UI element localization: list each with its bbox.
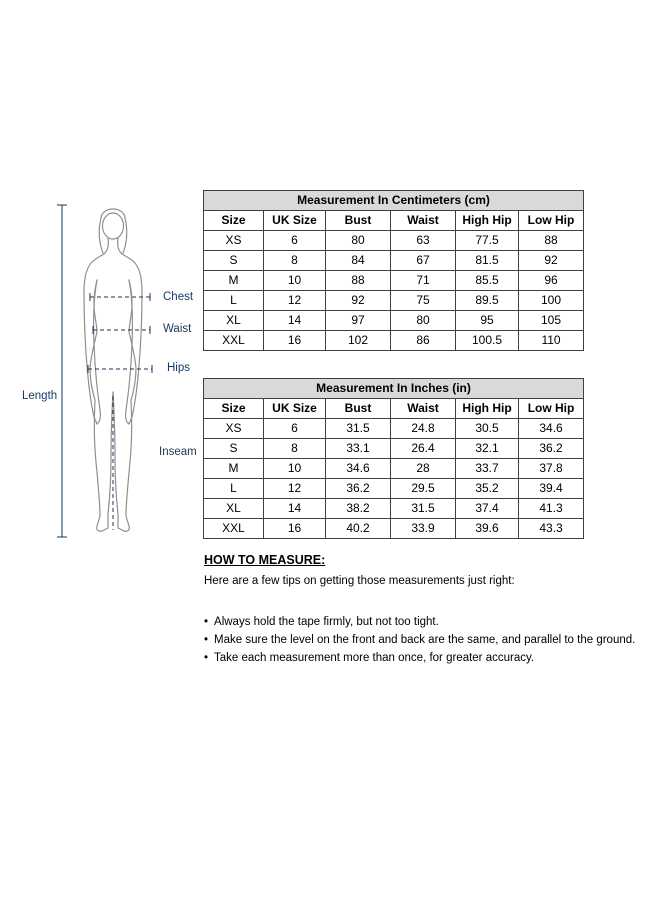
table-cell: 34.6 xyxy=(326,459,391,479)
table-cell: 14 xyxy=(264,311,326,331)
table-row xyxy=(204,291,584,311)
table-row xyxy=(204,439,584,459)
table-cell: XXL xyxy=(204,519,264,539)
table-cell: 28 xyxy=(391,459,456,479)
table-cell: 16 xyxy=(264,331,326,351)
how-to-measure-intro: Here are a few tips on getting those measurements just right: xyxy=(204,575,515,587)
table-cell: 6 xyxy=(264,419,326,439)
table-cell: 38.2 xyxy=(326,499,391,519)
tips-list xyxy=(204,613,659,667)
table-cell: 95 xyxy=(456,311,519,331)
table-row xyxy=(204,499,584,519)
table-cell: 80 xyxy=(391,311,456,331)
table-cell: 8 xyxy=(264,251,326,271)
hair-top xyxy=(101,209,125,218)
neck-right xyxy=(118,238,122,254)
table-cell: S xyxy=(204,251,264,271)
leg-right xyxy=(113,392,132,531)
table-cell: 37.4 xyxy=(456,499,519,519)
table-cell: 105 xyxy=(519,311,584,331)
cm-table-header-row xyxy=(204,211,584,231)
table-cell: XL xyxy=(204,499,264,519)
shoulder-left xyxy=(92,254,104,262)
chest-label: Chest xyxy=(163,291,194,303)
table-cell: XL xyxy=(204,311,264,331)
table-cell: 92 xyxy=(519,251,584,271)
face xyxy=(103,213,124,239)
table-row xyxy=(204,331,584,351)
table-cell: 41.3 xyxy=(519,499,584,519)
arm-left-inner xyxy=(94,280,101,424)
table-cell: 26.4 xyxy=(391,439,456,459)
table-cell: 12 xyxy=(264,291,326,311)
table-cell: 85.5 xyxy=(456,271,519,291)
waist-label: Waist xyxy=(163,323,192,335)
table-cell: 37.8 xyxy=(519,459,584,479)
table-cell: 100.5 xyxy=(456,331,519,351)
column-header: Size xyxy=(204,211,264,231)
table-cell: M xyxy=(204,459,264,479)
table-cell: 33.7 xyxy=(456,459,519,479)
table-cell: L xyxy=(204,479,264,499)
table-cell: 16 xyxy=(264,519,326,539)
table-cell: 33.9 xyxy=(391,519,456,539)
table-cell: 34.6 xyxy=(519,419,584,439)
table-row xyxy=(204,479,584,499)
table-cell: 35.2 xyxy=(456,479,519,499)
cm-table-title: Measurement In Centimeters (cm) xyxy=(204,191,584,211)
leg-left xyxy=(94,392,113,531)
table-cell: 96 xyxy=(519,271,584,291)
table-cell: 71 xyxy=(391,271,456,291)
table-row xyxy=(204,311,584,331)
body-outline xyxy=(84,209,142,531)
inches-table xyxy=(203,378,584,539)
table-cell: XS xyxy=(204,231,264,251)
table-cell: 43.3 xyxy=(519,519,584,539)
hips-label: Hips xyxy=(167,362,191,374)
inches-table-title: Measurement In Inches (in) xyxy=(204,379,584,399)
table-row xyxy=(204,459,584,479)
table-row xyxy=(204,419,584,439)
inches-table-body xyxy=(204,419,584,539)
table-cell: 80 xyxy=(326,231,391,251)
how-to-measure-heading: HOW TO MEASURE: xyxy=(204,553,326,567)
table-cell: 92 xyxy=(326,291,391,311)
table-cell: 36.2 xyxy=(326,479,391,499)
table-cell: 24.8 xyxy=(391,419,456,439)
arm-left-outer xyxy=(84,262,97,424)
tip-item: • Make sure the level on the front and back are the same, and parallel to the ground. xyxy=(204,631,659,649)
table-cell: 39.6 xyxy=(456,519,519,539)
table-cell: XS xyxy=(204,419,264,439)
table-cell: 75 xyxy=(391,291,456,311)
tip-item: • Take each measurement more than once, for greater accuracy. xyxy=(204,649,659,667)
column-header: UK Size xyxy=(264,399,326,419)
table-cell: 63 xyxy=(391,231,456,251)
column-header: UK Size xyxy=(264,211,326,231)
column-header: Low Hip xyxy=(519,211,584,231)
column-header: Waist xyxy=(391,211,456,231)
table-row xyxy=(204,519,584,539)
table-cell: 89.5 xyxy=(456,291,519,311)
torso-left xyxy=(90,280,97,400)
column-header: High Hip xyxy=(456,399,519,419)
table-cell: 110 xyxy=(519,331,584,351)
table-cell: 14 xyxy=(264,499,326,519)
inches-table-header-row xyxy=(204,399,584,419)
table-cell: 32.1 xyxy=(456,439,519,459)
table-cell: 10 xyxy=(264,459,326,479)
table-cell: 84 xyxy=(326,251,391,271)
measurement-lines xyxy=(57,205,152,537)
cm-table-body xyxy=(204,231,584,351)
table-cell: 88 xyxy=(519,231,584,251)
table-row xyxy=(204,271,584,291)
table-cell: 31.5 xyxy=(326,419,391,439)
table-cell: 81.5 xyxy=(456,251,519,271)
column-header: Bust xyxy=(326,211,391,231)
inches-table-title-row xyxy=(204,379,584,399)
table-cell: 6 xyxy=(264,231,326,251)
arm-right-outer xyxy=(129,262,142,424)
table-cell: 39.4 xyxy=(519,479,584,499)
how-to-measure-section xyxy=(204,553,659,667)
table-cell: 102 xyxy=(326,331,391,351)
arm-right-inner xyxy=(126,280,133,424)
table-cell: 88 xyxy=(326,271,391,291)
cm-table-title-row xyxy=(204,191,584,211)
cm-table xyxy=(203,190,584,351)
tip-item: • Always hold the tape firmly, but not too tight. xyxy=(204,613,659,631)
table-cell: 31.5 xyxy=(391,499,456,519)
table-cell: 29.5 xyxy=(391,479,456,499)
table-cell: 100 xyxy=(519,291,584,311)
table-cell: 40.2 xyxy=(326,519,391,539)
table-cell: 12 xyxy=(264,479,326,499)
hair-left xyxy=(99,218,103,253)
table-cell: 8 xyxy=(264,439,326,459)
table-cell: L xyxy=(204,291,264,311)
length-label: Length xyxy=(22,390,58,402)
table-cell: 77.5 xyxy=(456,231,519,251)
column-header: Bust xyxy=(326,399,391,419)
neck-left xyxy=(104,238,108,254)
torso-right xyxy=(129,280,136,400)
table-cell: 30.5 xyxy=(456,419,519,439)
column-header: Size xyxy=(204,399,264,419)
table-cell: 86 xyxy=(391,331,456,351)
table-cell: 10 xyxy=(264,271,326,291)
shoulder-right xyxy=(122,254,134,262)
table-cell: 36.2 xyxy=(519,439,584,459)
table-cell: 67 xyxy=(391,251,456,271)
table-cell: XXL xyxy=(204,331,264,351)
table-cell: 97 xyxy=(326,311,391,331)
table-cell: 33.1 xyxy=(326,439,391,459)
inseam-label: Inseam xyxy=(159,446,197,458)
table-row xyxy=(204,251,584,271)
column-header: High Hip xyxy=(456,211,519,231)
table-row xyxy=(204,231,584,251)
column-header: Low Hip xyxy=(519,399,584,419)
table-cell: S xyxy=(204,439,264,459)
table-cell: M xyxy=(204,271,264,291)
hair-right xyxy=(123,218,127,253)
column-header: Waist xyxy=(391,399,456,419)
